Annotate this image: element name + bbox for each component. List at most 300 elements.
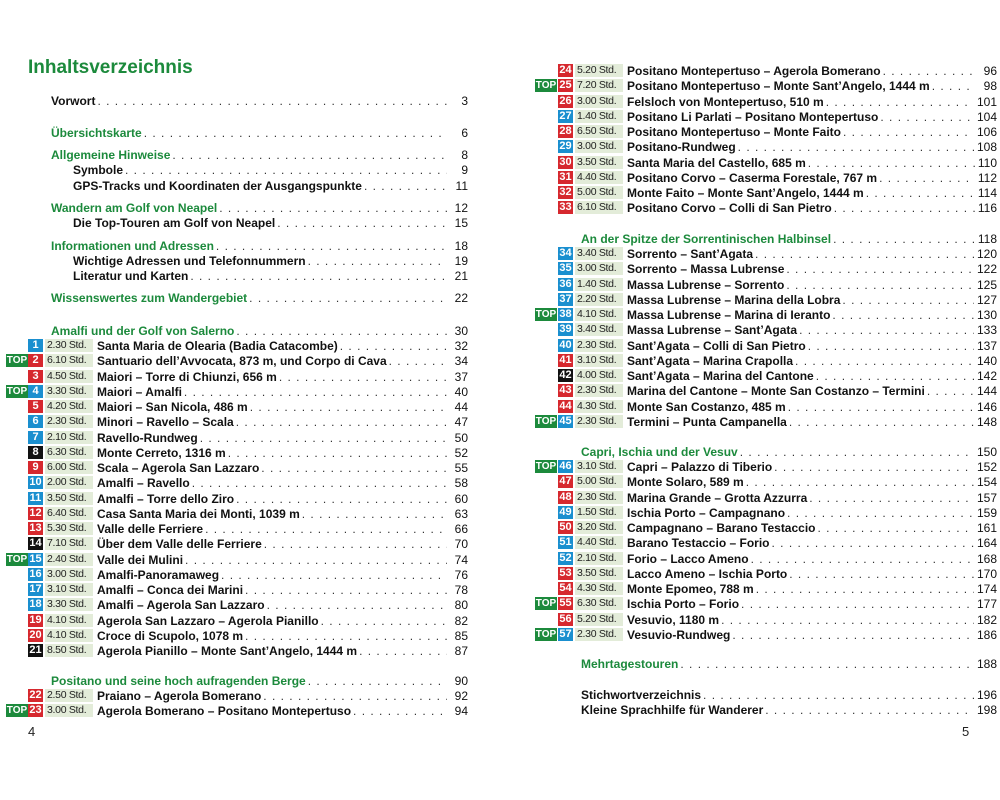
toc-entry[interactable] — [51, 200, 468, 215]
tour-duration: 1.40 Std. — [575, 110, 623, 123]
tour-name: Sorrento – Massa Lubrense — [627, 261, 785, 276]
toc-page-number: 118 — [977, 231, 997, 246]
tour-duration: 3.10 Std. — [575, 460, 623, 473]
leader-dots — [763, 703, 974, 717]
tour-page-number: 52 — [454, 445, 468, 460]
tour-name: Vesuvio, 1180 m — [627, 612, 720, 627]
tour-name: Santuario dell’Avvocata, 873 m, und Corpo di Cava — [97, 353, 387, 368]
toc-entry[interactable] — [73, 215, 468, 230]
tour-row[interactable] — [558, 155, 997, 170]
tour-number-badge: 52 — [559, 552, 572, 564]
tour-name: Santa Maria de Olearia (Badia Catacombe) — [97, 338, 338, 353]
tour-row[interactable] — [558, 353, 997, 368]
tour-name: Monte Epomeo, 788 m — [627, 581, 754, 596]
tour-number-badge: 14 — [29, 537, 42, 549]
tour-page-number: 76 — [454, 567, 468, 582]
tour-page-number: 106 — [976, 124, 997, 139]
leader-dots — [306, 674, 447, 688]
tour-name: Lacco Ameno – Ischia Porto — [627, 566, 788, 581]
tour-number-badge: 40 — [559, 339, 572, 351]
section-heading-sorrento[interactable] — [581, 231, 997, 246]
toc-entry[interactable] — [73, 253, 468, 268]
leader-dots — [744, 475, 974, 489]
tour-number-badge: 6 — [28, 415, 43, 428]
tour-name: Agerola San Lazzaro – Agerola Pianillo — [97, 613, 319, 628]
top-tour-badge: TOP — [535, 80, 557, 91]
tour-page-number: 174 — [976, 581, 997, 596]
leader-dots — [814, 369, 974, 383]
tour-name: Amalfi – Ravello — [97, 475, 190, 490]
toc-entry[interactable] — [51, 125, 468, 140]
tour-row[interactable] — [28, 536, 468, 551]
tour-name: Sant’Agata – Marina del Cantone — [627, 368, 814, 383]
toc-page-number: 196 — [976, 687, 997, 702]
tour-page-number: 98 — [983, 78, 997, 93]
tour-row[interactable] — [558, 261, 997, 276]
tour-name: Vesuvio-Rundweg — [627, 627, 731, 642]
tour-duration: 2.40 Std. — [45, 553, 93, 566]
tour-page-number: 133 — [976, 322, 997, 337]
tour-row[interactable] — [28, 338, 468, 353]
tour-row[interactable] — [28, 567, 468, 582]
toc-page-number: 9 — [461, 162, 468, 177]
tour-row[interactable] — [28, 491, 468, 506]
tour-name: Amalfi – Torre dello Ziro — [97, 491, 235, 506]
tour-name: Ischia Porto – Forio — [627, 596, 740, 611]
toc-entry-text: Vorwort — [51, 93, 96, 108]
tour-row[interactable] — [28, 582, 468, 597]
tour-page-number: 120 — [976, 246, 997, 261]
tour-name: Monte Solaro, 589 m — [627, 474, 744, 489]
toc-page-number: 3 — [461, 93, 468, 108]
tour-page-number: 34 — [454, 353, 468, 368]
tour-duration: 2.20 Std. — [575, 293, 623, 306]
tour-name: Monte Faito – Monte Sant’Angelo, 1444 m — [627, 185, 864, 200]
tour-duration: 4.10 Std. — [575, 308, 623, 321]
tour-row[interactable] — [28, 475, 468, 490]
leader-dots — [234, 324, 447, 338]
tour-name: Termini – Punta Campanella — [627, 414, 787, 429]
leader-dots — [265, 598, 447, 612]
page-title: Inhaltsverzeichnis — [28, 57, 193, 78]
leader-dots — [183, 553, 447, 567]
tour-duration: 5.30 Std. — [45, 522, 93, 535]
section-heading-mehrtagestouren[interactable] — [581, 656, 997, 671]
tour-row[interactable] — [28, 703, 468, 718]
tour-page-number: 110 — [977, 155, 997, 170]
toc-page-number: 150 — [976, 444, 997, 459]
tour-name: Maiori – Amalfi — [97, 384, 182, 399]
tour-duration: 2.50 Std. — [45, 689, 93, 702]
toc-page-number: 198 — [976, 702, 997, 717]
tour-row[interactable] — [558, 414, 997, 429]
tour-page-number: 154 — [976, 474, 997, 489]
tour-name: Campagnano – Barano Testaccio — [627, 520, 816, 535]
leader-dots — [387, 354, 447, 368]
tour-duration: 6.00 Std. — [45, 461, 93, 474]
tour-number-badge: 9 — [28, 461, 43, 474]
tour-duration: 8.50 Std. — [45, 644, 93, 657]
tour-row[interactable] — [28, 460, 468, 475]
tour-number-badge: 54 — [559, 582, 572, 594]
tour-row[interactable] — [558, 139, 997, 154]
tour-row[interactable] — [28, 613, 468, 628]
toc-entry[interactable] — [73, 268, 468, 283]
tour-duration: 1.50 Std. — [575, 506, 623, 519]
section-heading-amalfi[interactable] — [51, 323, 468, 338]
tour-page-number: 60 — [454, 491, 468, 506]
leader-dots — [785, 506, 974, 520]
tour-row[interactable] — [558, 459, 997, 474]
toc-entry-text: Wandern am Golf von Neapel — [51, 200, 218, 215]
tour-row[interactable] — [558, 535, 997, 550]
tour-row[interactable] — [28, 399, 468, 414]
tour-number-badge: 41 — [559, 354, 572, 366]
tour-number-badge: 56 — [559, 613, 572, 625]
toc-entry[interactable] — [73, 178, 468, 193]
toc-page-number: 19 — [454, 253, 468, 268]
tour-duration: 2.10 Std. — [45, 431, 93, 444]
tour-name: Croce di Scupolo, 1078 m — [97, 628, 244, 643]
tour-row[interactable] — [28, 628, 468, 643]
tour-page-number: 161 — [976, 520, 997, 535]
tour-row[interactable] — [558, 520, 997, 535]
tour-row[interactable] — [28, 445, 468, 460]
tour-number-badge: 38 — [559, 308, 572, 320]
leader-dots — [806, 156, 975, 170]
toc-entry[interactable] — [51, 238, 468, 253]
tour-name: Praiano – Agerola Bomerano — [97, 688, 262, 703]
tour-number-badge: 17 — [29, 583, 42, 595]
toc-entry-text: Informationen und Adressen — [51, 238, 214, 253]
tour-number-badge: 1 — [28, 339, 43, 352]
leader-dots — [878, 110, 974, 124]
tour-name: Capri – Palazzo di Tiberio — [627, 459, 773, 474]
toc-page-number: 15 — [454, 215, 468, 230]
tour-page-number: 50 — [454, 430, 468, 445]
tour-duration: 7.20 Std. — [575, 79, 623, 92]
toc-entry-text: Mehrtagestouren — [581, 656, 679, 671]
tour-number-badge: 46 — [559, 460, 572, 472]
tour-name: Minori – Ravello – Scala — [97, 414, 234, 429]
toc-page-number: 8 — [461, 147, 468, 162]
toc-entry-text: Literatur und Karten — [73, 268, 189, 283]
tour-row[interactable] — [558, 277, 997, 292]
leader-dots — [784, 262, 974, 276]
tour-page-number: 63 — [454, 506, 468, 521]
toc-entry-stichwortverzeichnis[interactable] — [581, 687, 997, 702]
top-tour-badge: TOP — [6, 386, 28, 397]
top-tour-badge: TOP — [6, 554, 28, 565]
leader-dots — [769, 536, 973, 550]
tour-row[interactable] — [558, 338, 997, 353]
leader-dots — [806, 339, 974, 353]
toc-page-number: 18 — [454, 238, 468, 253]
leader-dots — [357, 644, 447, 658]
tour-number-badge: 7 — [28, 431, 43, 444]
leader-dots — [247, 291, 447, 305]
tour-page-number: 87 — [454, 643, 468, 658]
tour-name: Monte San Costanzo, 485 m — [627, 399, 786, 414]
tour-row[interactable] — [558, 505, 997, 520]
tour-name: Massa Lubrense – Sant’Agata — [627, 322, 798, 337]
tour-row[interactable] — [558, 63, 997, 78]
section-heading-capri[interactable] — [581, 444, 997, 459]
leader-dots — [243, 629, 447, 643]
tour-duration: 2.30 Std. — [45, 339, 93, 352]
tour-row[interactable] — [558, 399, 997, 414]
tour-name: Marina Grande – Grotta Azzurra — [627, 490, 808, 505]
tour-row[interactable] — [558, 78, 997, 93]
tour-page-number: 40 — [454, 384, 468, 399]
tour-page-number: 74 — [454, 552, 468, 567]
tour-duration: 6.10 Std. — [45, 354, 93, 367]
tour-name: Positano Montepertuso – Agerola Bomerano — [627, 63, 881, 78]
leader-dots — [719, 613, 974, 627]
tour-duration: 6.50 Std. — [575, 125, 623, 138]
tour-number-badge: 45 — [559, 415, 572, 427]
toc-entry-text: Übersichtskarte — [51, 125, 142, 140]
tour-number-badge: 51 — [559, 536, 572, 548]
tour-number-badge: 2 — [28, 354, 43, 367]
leader-dots — [753, 247, 974, 261]
tour-row[interactable] — [28, 552, 468, 567]
leader-dots — [784, 278, 974, 292]
tour-number-badge: 5 — [28, 400, 43, 413]
tour-row[interactable] — [28, 521, 468, 536]
leader-dots — [188, 269, 447, 283]
tour-name: Barano Testaccio – Forio — [627, 535, 770, 550]
leader-dots — [754, 582, 974, 596]
tour-page-number: 127 — [976, 292, 997, 307]
leader-dots — [262, 537, 447, 551]
toc-entry-text: Allgemeine Hinweise — [51, 147, 171, 162]
tour-row[interactable] — [558, 490, 997, 505]
tour-number-badge: 43 — [559, 384, 572, 396]
tour-duration: 3.30 Std. — [45, 598, 93, 611]
tour-number-badge: 42 — [559, 369, 572, 381]
tour-page-number: 148 — [976, 414, 997, 429]
tour-duration: 5.00 Std. — [575, 475, 623, 488]
tour-row[interactable] — [558, 170, 997, 185]
page-number-left: 4 — [28, 724, 36, 739]
tour-page-number: 130 — [976, 307, 997, 322]
toc-entry-text: Positano und seine hoch aufragenden Berge — [51, 673, 306, 688]
tour-number-badge: 55 — [559, 597, 572, 609]
tour-name: Santa Maria del Castello, 685 m — [627, 155, 806, 170]
tour-duration: 2.30 Std. — [575, 628, 623, 641]
tour-name: Positano Li Parlati – Positano Montepertuso — [627, 109, 879, 124]
leader-dots — [306, 254, 447, 268]
toc-entry-text: Amalfi und der Golf von Salerno — [51, 323, 235, 338]
tour-name: Maiori – Torre di Chiunzi, 656 m — [97, 369, 277, 384]
tour-number-badge: 23 — [29, 704, 42, 716]
toc-entry-text: Die Top-Touren am Golf von Neapel — [73, 215, 276, 230]
tour-number-badge: 18 — [29, 598, 42, 610]
tour-duration: 4.20 Std. — [45, 400, 93, 413]
leader-dots — [787, 567, 974, 581]
leader-dots — [259, 461, 447, 475]
tour-page-number: 140 — [976, 353, 997, 368]
tour-number-badge: 26 — [559, 95, 572, 107]
leader-dots — [730, 628, 974, 642]
tour-page-number: 142 — [976, 368, 997, 383]
tour-page-number: 137 — [976, 338, 997, 353]
tour-number-badge: 48 — [559, 491, 572, 503]
tour-name: Maiori – San Nicola, 486 m — [97, 399, 248, 414]
tour-page-number: 108 — [976, 139, 997, 154]
tour-number-badge: 19 — [29, 614, 42, 626]
leader-dots — [248, 400, 447, 414]
toc-page-number: 11 — [455, 178, 468, 193]
tour-row[interactable] — [558, 246, 997, 261]
tour-number-badge: 53 — [559, 567, 572, 579]
leader-dots — [864, 186, 975, 200]
tour-page-number: 122 — [976, 261, 997, 276]
toc-entry-sprachhilfe[interactable] — [581, 702, 997, 717]
tour-duration: 4.40 Std. — [575, 536, 623, 549]
toc-entry[interactable] — [51, 93, 468, 108]
toc-entry[interactable] — [51, 290, 468, 305]
tour-name: Amalfi-Panoramaweg — [97, 567, 220, 582]
tour-duration: 6.30 Std. — [575, 597, 623, 610]
tour-row[interactable] — [28, 506, 468, 521]
leader-dots — [214, 239, 447, 253]
tour-duration: 2.00 Std. — [45, 476, 93, 489]
leader-dots — [217, 201, 447, 215]
tour-page-number: 85 — [454, 628, 468, 643]
tour-duration: 3.50 Std. — [575, 156, 623, 169]
toc-page-number: 188 — [976, 656, 997, 671]
tour-row[interactable] — [558, 94, 997, 109]
tour-number-badge: 27 — [559, 110, 572, 122]
tour-number-badge: 35 — [559, 262, 572, 274]
tour-duration: 3.40 Std. — [575, 247, 623, 260]
tour-row[interactable] — [28, 384, 468, 399]
tour-row[interactable] — [558, 627, 997, 642]
tour-row[interactable] — [558, 581, 997, 596]
leader-dots — [824, 95, 974, 109]
tour-duration: 3.10 Std. — [45, 583, 93, 596]
tour-duration: 3.50 Std. — [575, 567, 623, 580]
tour-number-badge: 16 — [29, 568, 42, 580]
tour-page-number: 116 — [977, 200, 997, 215]
toc-entry-text: An der Spitze der Sorrentinischen Halbinsel — [581, 231, 832, 246]
tour-name: Über dem Valle delle Ferriere — [97, 536, 262, 551]
tour-number-badge: 24 — [559, 64, 572, 76]
toc-entry-text: Stichwortverzeichnis — [581, 687, 702, 702]
toc-entry[interactable] — [51, 147, 468, 162]
tour-duration: 1.40 Std. — [575, 278, 623, 291]
tour-name: Valle dei Mulini — [97, 552, 184, 567]
top-tour-badge: TOP — [535, 309, 557, 320]
tour-page-number: 37 — [454, 369, 468, 384]
tour-row[interactable] — [558, 474, 997, 489]
tour-duration: 4.40 Std. — [575, 171, 623, 184]
section-heading-positano[interactable] — [51, 673, 468, 688]
tour-number-badge: 36 — [559, 278, 572, 290]
tour-row[interactable] — [28, 353, 468, 368]
tour-row[interactable] — [558, 307, 997, 322]
tour-row[interactable] — [558, 383, 997, 398]
tour-page-number: 78 — [454, 582, 468, 597]
tour-name: Sant’Agata – Colli di San Pietro — [627, 338, 806, 353]
leader-dots — [840, 293, 974, 307]
leader-dots — [739, 597, 974, 611]
leader-dots — [678, 657, 974, 671]
toc-entry-text: Kleine Sprachhilfe für Wanderer — [581, 702, 764, 717]
tour-duration: 3.00 Std. — [575, 262, 623, 275]
tour-row[interactable] — [558, 292, 997, 307]
toc-page-number: 6 — [461, 125, 468, 140]
tour-duration: 3.50 Std. — [45, 492, 93, 505]
tour-number-badge: 8 — [28, 446, 43, 459]
tour-row[interactable] — [558, 566, 997, 581]
tour-row[interactable] — [28, 430, 468, 445]
tour-row[interactable] — [558, 185, 997, 200]
tour-row[interactable] — [558, 109, 997, 124]
tour-number-badge: 34 — [559, 247, 572, 259]
tour-page-number: 94 — [454, 703, 468, 718]
leader-dots — [95, 94, 447, 108]
tour-row[interactable] — [28, 643, 468, 658]
tour-page-number: 32 — [454, 338, 468, 353]
tour-number-badge: 4 — [28, 385, 43, 398]
tour-duration: 2.30 Std. — [575, 339, 623, 352]
tour-number-badge: 32 — [559, 186, 572, 198]
tour-duration: 3.00 Std. — [45, 568, 93, 581]
leader-dots — [319, 614, 447, 628]
tour-duration: 3.00 Std. — [575, 140, 623, 153]
toc-entry[interactable] — [73, 162, 468, 177]
tour-row[interactable] — [558, 368, 997, 383]
tour-page-number: 114 — [977, 185, 997, 200]
leader-dots — [793, 354, 974, 368]
tour-number-badge: 44 — [559, 400, 572, 412]
tour-page-number: 80 — [454, 597, 468, 612]
tour-duration: 3.20 Std. — [575, 521, 623, 534]
tour-page-number: 177 — [976, 596, 997, 611]
tour-page-number: 104 — [976, 109, 997, 124]
toc-entry-text: Symbole — [73, 162, 124, 177]
tour-row[interactable] — [558, 596, 997, 611]
tour-row[interactable] — [558, 124, 997, 139]
tour-name: Sorrento – Sant’Agata — [627, 246, 754, 261]
tour-page-number: 58 — [454, 475, 468, 490]
leader-dots — [190, 476, 447, 490]
tour-row[interactable] — [28, 597, 468, 612]
tour-row[interactable] — [558, 612, 997, 627]
tour-row[interactable] — [28, 414, 468, 429]
tour-duration: 4.10 Std. — [45, 629, 93, 642]
leader-dots — [351, 704, 447, 718]
tour-number-badge: 28 — [559, 125, 572, 137]
leader-dots — [830, 308, 974, 322]
tour-duration: 7.10 Std. — [45, 537, 93, 550]
tour-row[interactable] — [558, 200, 997, 215]
tour-page-number: 170 — [976, 566, 997, 581]
leader-dots — [243, 583, 447, 597]
tour-row[interactable] — [28, 369, 468, 384]
leader-dots — [807, 491, 974, 505]
page-number-right: 5 — [962, 724, 970, 739]
tour-row[interactable] — [558, 322, 997, 337]
tour-row[interactable] — [558, 551, 997, 566]
tour-number-badge: 50 — [559, 521, 572, 533]
leader-dots — [877, 171, 975, 185]
tour-number-badge: 3 — [28, 370, 43, 383]
tour-row[interactable] — [28, 688, 468, 703]
